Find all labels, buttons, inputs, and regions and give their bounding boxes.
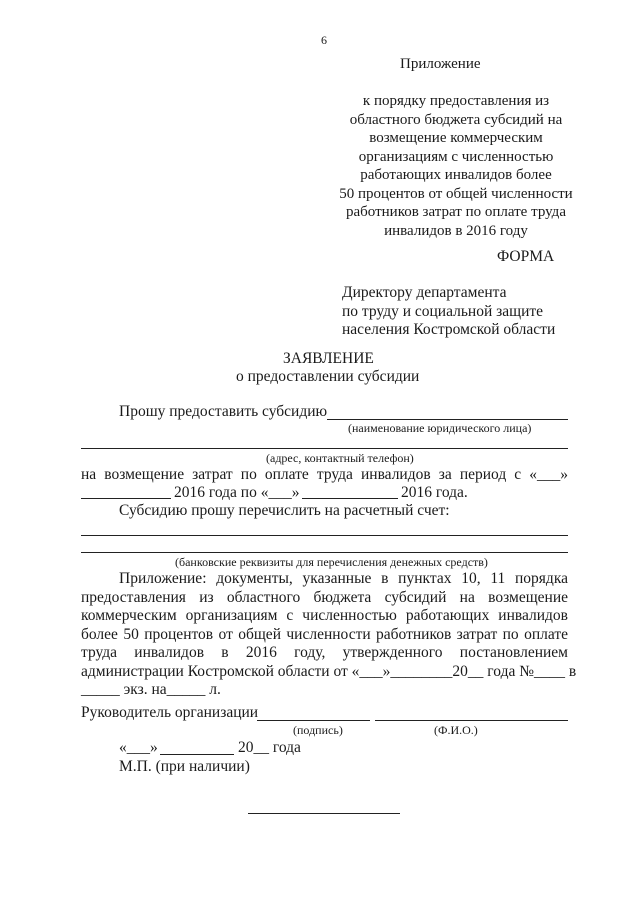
name-line[interactable] (375, 720, 568, 721)
appendix-block (314, 92, 598, 240)
caption-bank: (банковские реквизиты для перечисления денежных средств) (175, 555, 488, 569)
appendix-line: организациям с численностью (358, 148, 554, 165)
addressee-line: населения Костромской области (342, 321, 556, 338)
address-line[interactable] (81, 448, 568, 449)
appendix-line: 50 процентов от общей численности (339, 185, 573, 202)
form-label: ФОРМА (497, 248, 555, 265)
appendix-line: инвалидов в 2016 году (384, 222, 528, 239)
date-month-blank[interactable] (160, 754, 234, 755)
attachment-line: коммерческим организациям с численностью работающих инвалидов (81, 607, 568, 624)
legal-entity-line[interactable] (327, 419, 568, 420)
period-start-blank[interactable] (81, 498, 171, 499)
stamp-label: М.П. (при наличии) (119, 758, 250, 775)
attachment-line: Приложение: документы, указанные в пунктах 10, 11 порядка (119, 570, 568, 587)
signature-line[interactable] (257, 720, 370, 721)
page-number: 6 (321, 33, 327, 47)
date-line-b: 20__ года (238, 739, 301, 756)
appendix-line: работников затрат по оплате труда (346, 204, 566, 220)
attachment-line: труда инвалидов в 2016 году, утвержденного постановлением (81, 644, 568, 661)
date-line-a: «___» (119, 739, 158, 756)
bank-line-2[interactable] (81, 552, 568, 553)
period-line: на возмещение затрат по оплате труда инвалидов за период с «___» (81, 466, 568, 483)
request-prefix: Прошу предоставить субсидию (119, 403, 328, 420)
period-end-blank[interactable] (302, 498, 398, 499)
caption-address: (адрес, контактный телефон) (266, 451, 414, 465)
account-line: Субсидию прошу перечислить на расчетный счет: (119, 502, 450, 519)
caption-signature: (подпись) (293, 723, 343, 737)
bank-line-1[interactable] (81, 535, 568, 536)
appendix-line: возмещение коммерческим (369, 130, 543, 146)
attachment-block (81, 570, 577, 700)
document-title: ЗАЯВЛЕНИЕ (283, 350, 374, 367)
attachment-line: более 50 процентов от общей численности работников затрат по оплате (81, 625, 568, 643)
appendix-title: Приложение (400, 56, 481, 72)
addressee-block (342, 284, 555, 340)
addressee-line: по труду и социальной защите (342, 302, 544, 320)
caption-name: (Ф.И.О.) (434, 723, 478, 737)
closing-divider (248, 813, 400, 814)
document-subtitle: о предоставлении субсидии (236, 368, 420, 385)
caption-legal-entity: (наименование юридического лица) (348, 421, 532, 435)
appendix-line: областного бюджета субсидий на (349, 111, 563, 128)
attachment-last: _____ экз. на_____ л. (81, 681, 221, 698)
period-line2-b: 2016 года. (401, 484, 468, 501)
head-label: Руководитель организации (81, 704, 259, 721)
addressee-line: Директору департамента (342, 284, 507, 301)
attachment-line: администрации Костромской области от «___»________20__ года №____ в (81, 662, 577, 680)
attachment-line: предоставления из областного бюджета субсидий на возмещение (81, 588, 568, 606)
appendix-line: к порядку предоставления из (362, 93, 550, 109)
period-line2-a: 2016 года по «___» (174, 484, 300, 501)
appendix-line: работающих инвалидов более (360, 167, 552, 183)
